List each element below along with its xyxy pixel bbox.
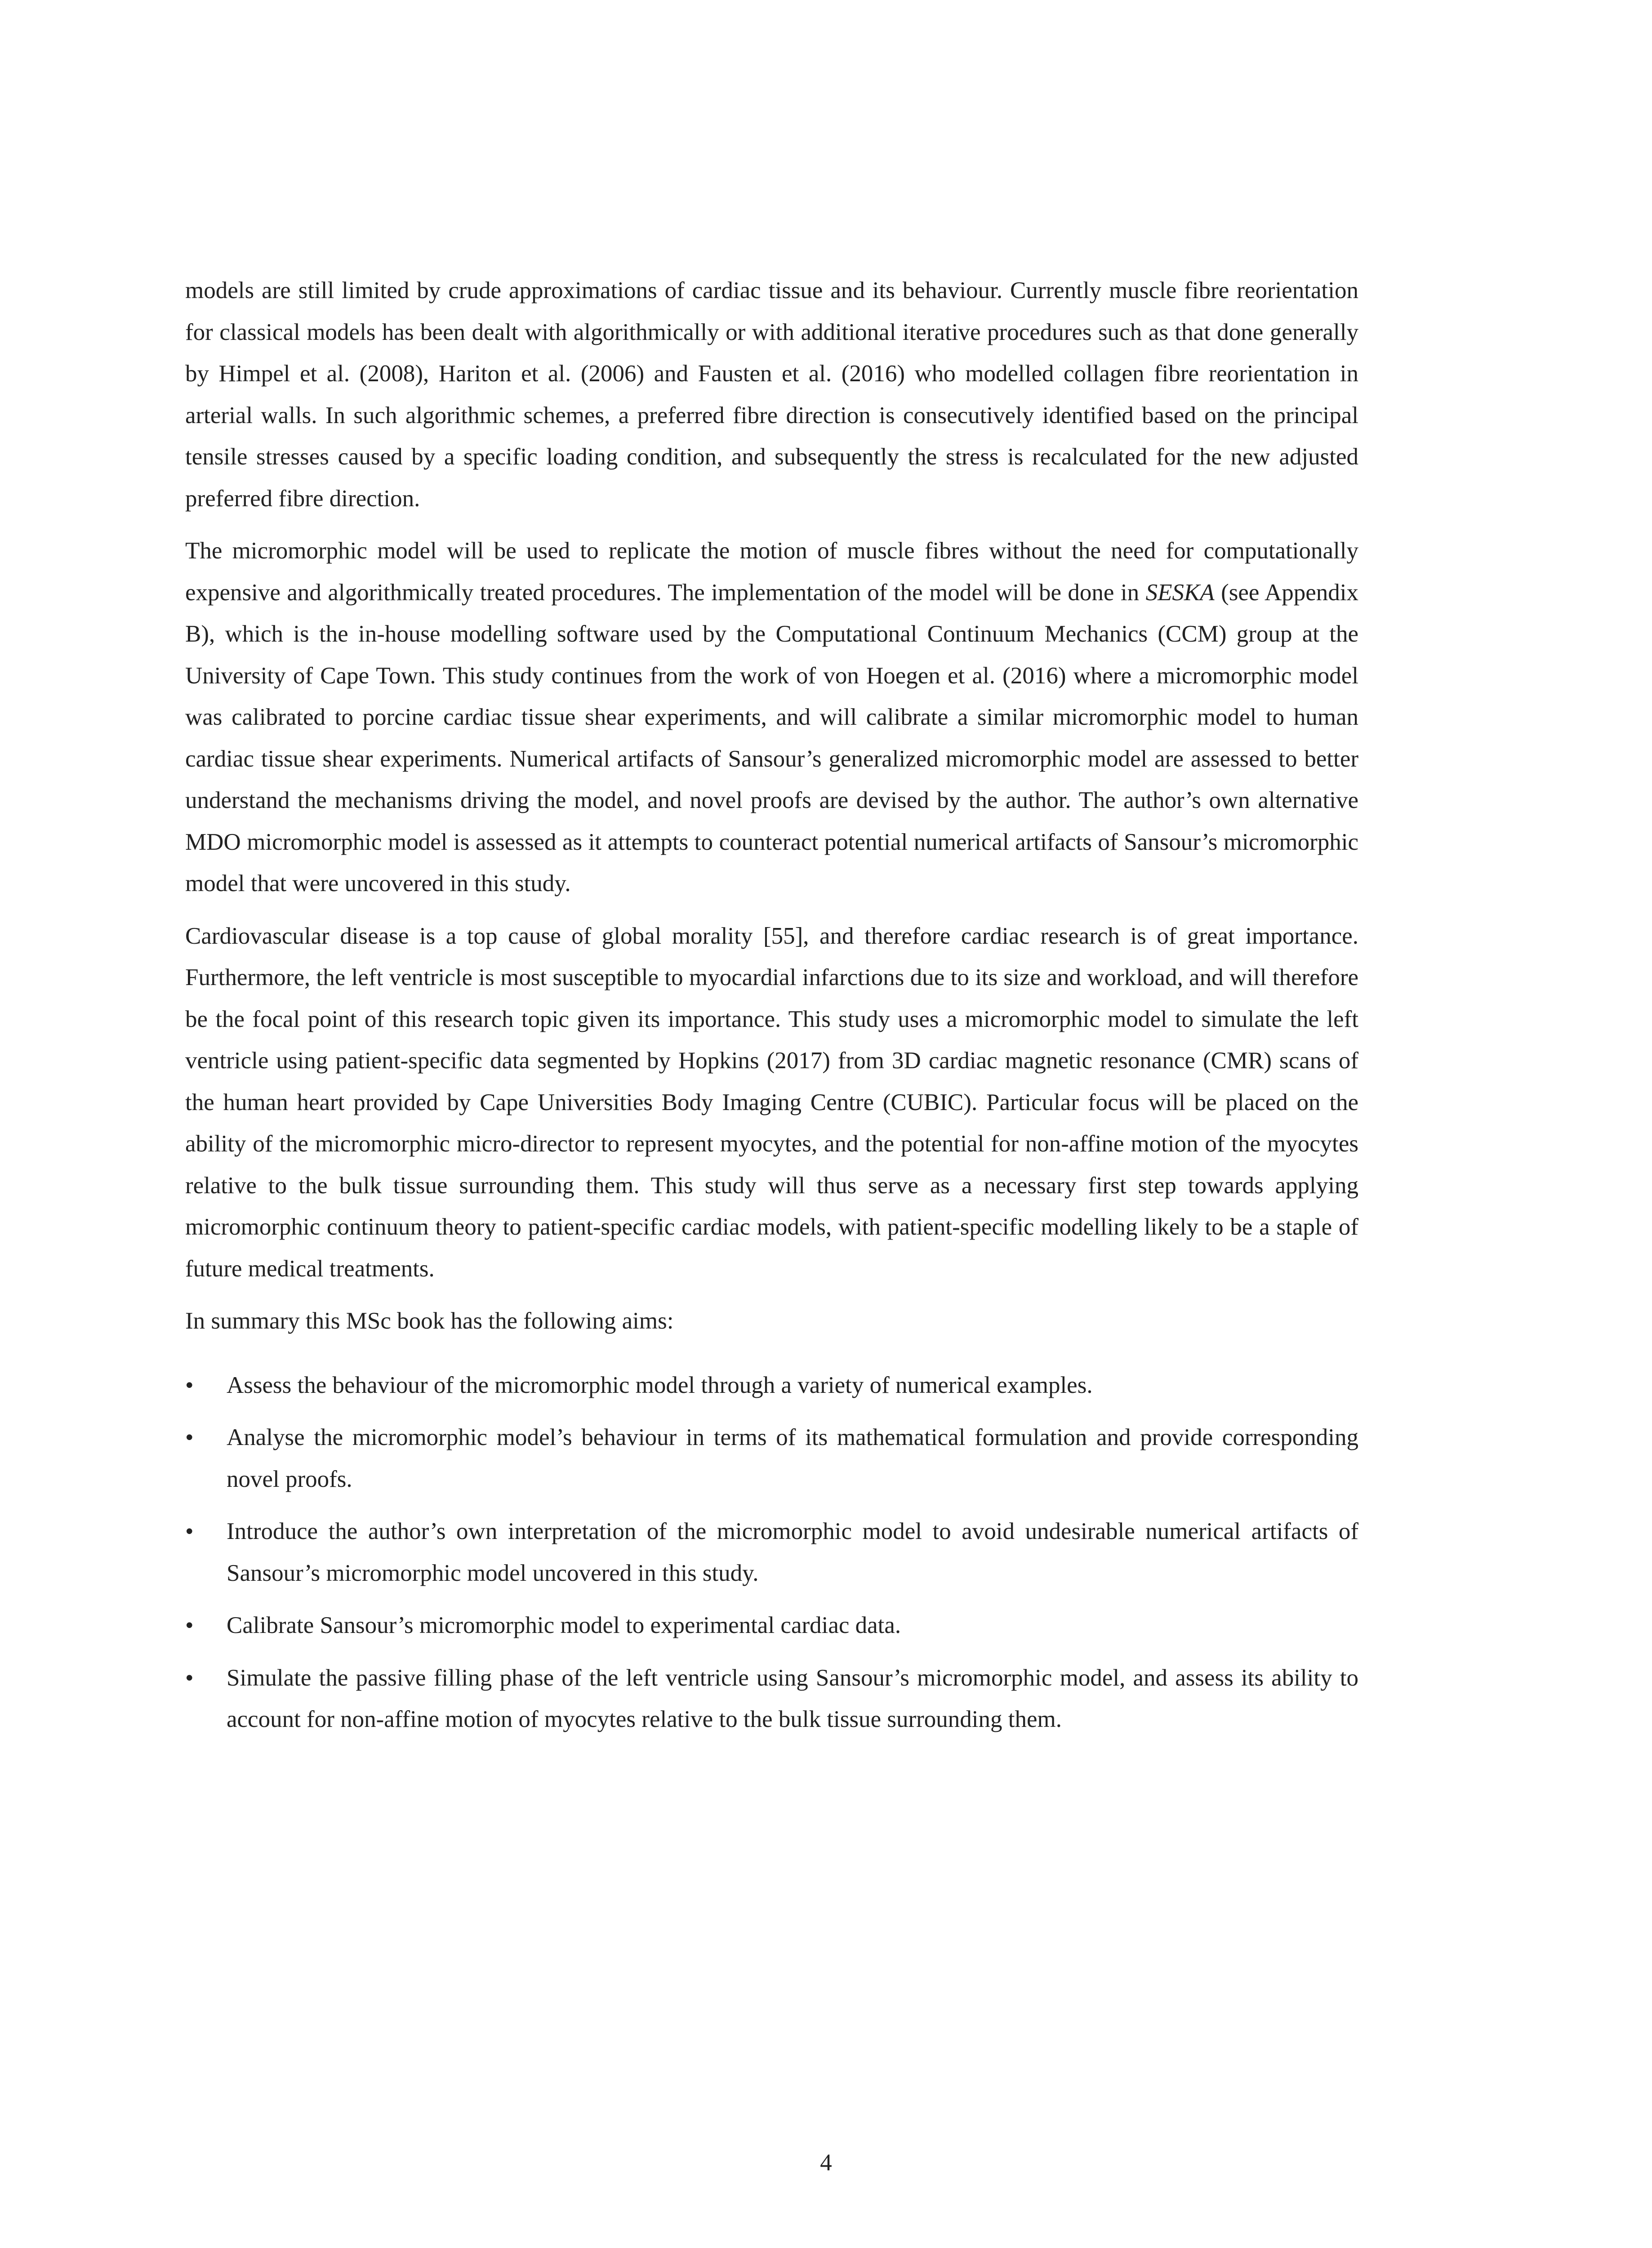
paragraph-text: The micromorphic model will be used to replicate the motion of muscle fibres without the need for computationally expensive and algorithmically treated procedures. The implementation of the model will be done in [185, 538, 1358, 606]
software-name: SESKA [1145, 579, 1215, 606]
list-item-text: Introduce the author’s own interpretation of the micromorphic model to avoid undesirable numerical artifacts of Sansour’s micromorphic model uncovered in this study. [227, 1518, 1358, 1586]
list-item-text: Assess the behaviour of the micromorphic model through a variety of numerical examples. [227, 1372, 1093, 1398]
bullet-icon: • [185, 1372, 194, 1398]
paragraph-text: (see Appendix B), which is the in-house modelling software used by the Computational Continuum Mechanics (CCM) group at the University of Cape Town. This study continues from the work of von Hoegen et al. (2016) where a micromorphic model was calibrated to porcine cardiac tissue shear experiments, and will calibrate a similar micromorphic model to human cardiac tissue shear experiments. Numerical artifacts of Sansour’s generalized micromorphic model are assessed to better understand the mechanisms driving the model, and novel proofs are devised by the author. The author’s own alternative MDO micromorphic model is assessed as it attempts to counteract potential numerical artifacts of Sansour’s micromorphic model that were uncovered in this study. [185, 579, 1358, 897]
list-item [185, 1365, 1358, 1406]
aims-list [185, 1365, 1358, 1740]
list-item [185, 1605, 1358, 1646]
list-item-text: Calibrate Sansour’s micromorphic model to experimental cardiac data. [227, 1612, 901, 1638]
body-text [185, 270, 1358, 1751]
paragraph-fibre-reorientation: models are still limited by crude approximations of cardiac tissue and its behaviour. Currently muscle fibre reorientation for classical models has been dealt with algorithmically or with additional iterative procedures such as that done generally by Himpel et al. (2008), Hariton et al. (2006) and Fausten et al. (2016) who modelled collagen fibre reorientation in arterial walls. In such algorithmic schemes, a preferred fibre direction is consecutively identified based on the principal tensile stresses caused by a specific loading condition, and subsequently the stress is recalculated for the new adjusted preferred fibre direction. [185, 277, 1358, 512]
list-item [185, 1657, 1358, 1740]
bullet-icon: • [185, 1518, 194, 1544]
paragraph-aims-intro: In summary this MSc book has the following aims: [185, 1308, 674, 1334]
paragraph-cardiovascular-disease: Cardiovascular disease is a top cause of global morality [55], and therefore cardiac research is of great importance. Furthermore, the left ventricle is most susceptible to myocardial infarctions due to its size and workload, and will therefore be the focal point of this research topic given its importance. This study uses a micromorphic model to simulate the left ventricle using patient-specific data segmented by Hopkins (2017) from 3D cardiac magnetic resonance (CMR) scans of the human heart provided by Cape Universities Body Imaging Centre (CUBIC). Particular focus will be placed on the ability of the micromorphic micro-director to represent myocytes, and the potential for non-affine motion of the myocytes relative to the bulk tissue surrounding them. This study will thus serve as a necessary first step towards applying micromorphic continuum theory to patient-specific cardiac models, with patient-specific modelling likely to be a staple of future medical treatments. [185, 923, 1358, 1282]
bullet-icon: • [185, 1664, 194, 1691]
list-item-text: Simulate the passive filling phase of the left ventricle using Sansour’s micromorphic model, and assess its ability to account for non-affine motion of myocytes relative to the bulk tissue surrounding them. [227, 1664, 1358, 1732]
page-number: 4 [820, 2150, 832, 2176]
list-item [185, 1417, 1358, 1500]
paragraph-micromorphic-model [185, 530, 1358, 905]
list-item [185, 1511, 1358, 1594]
list-item-text: Analyse the micromorphic model’s behaviour in terms of its mathematical formulation and provide corresponding novel proofs. [227, 1424, 1358, 1492]
bullet-icon: • [185, 1424, 194, 1450]
bullet-icon: • [185, 1612, 194, 1638]
